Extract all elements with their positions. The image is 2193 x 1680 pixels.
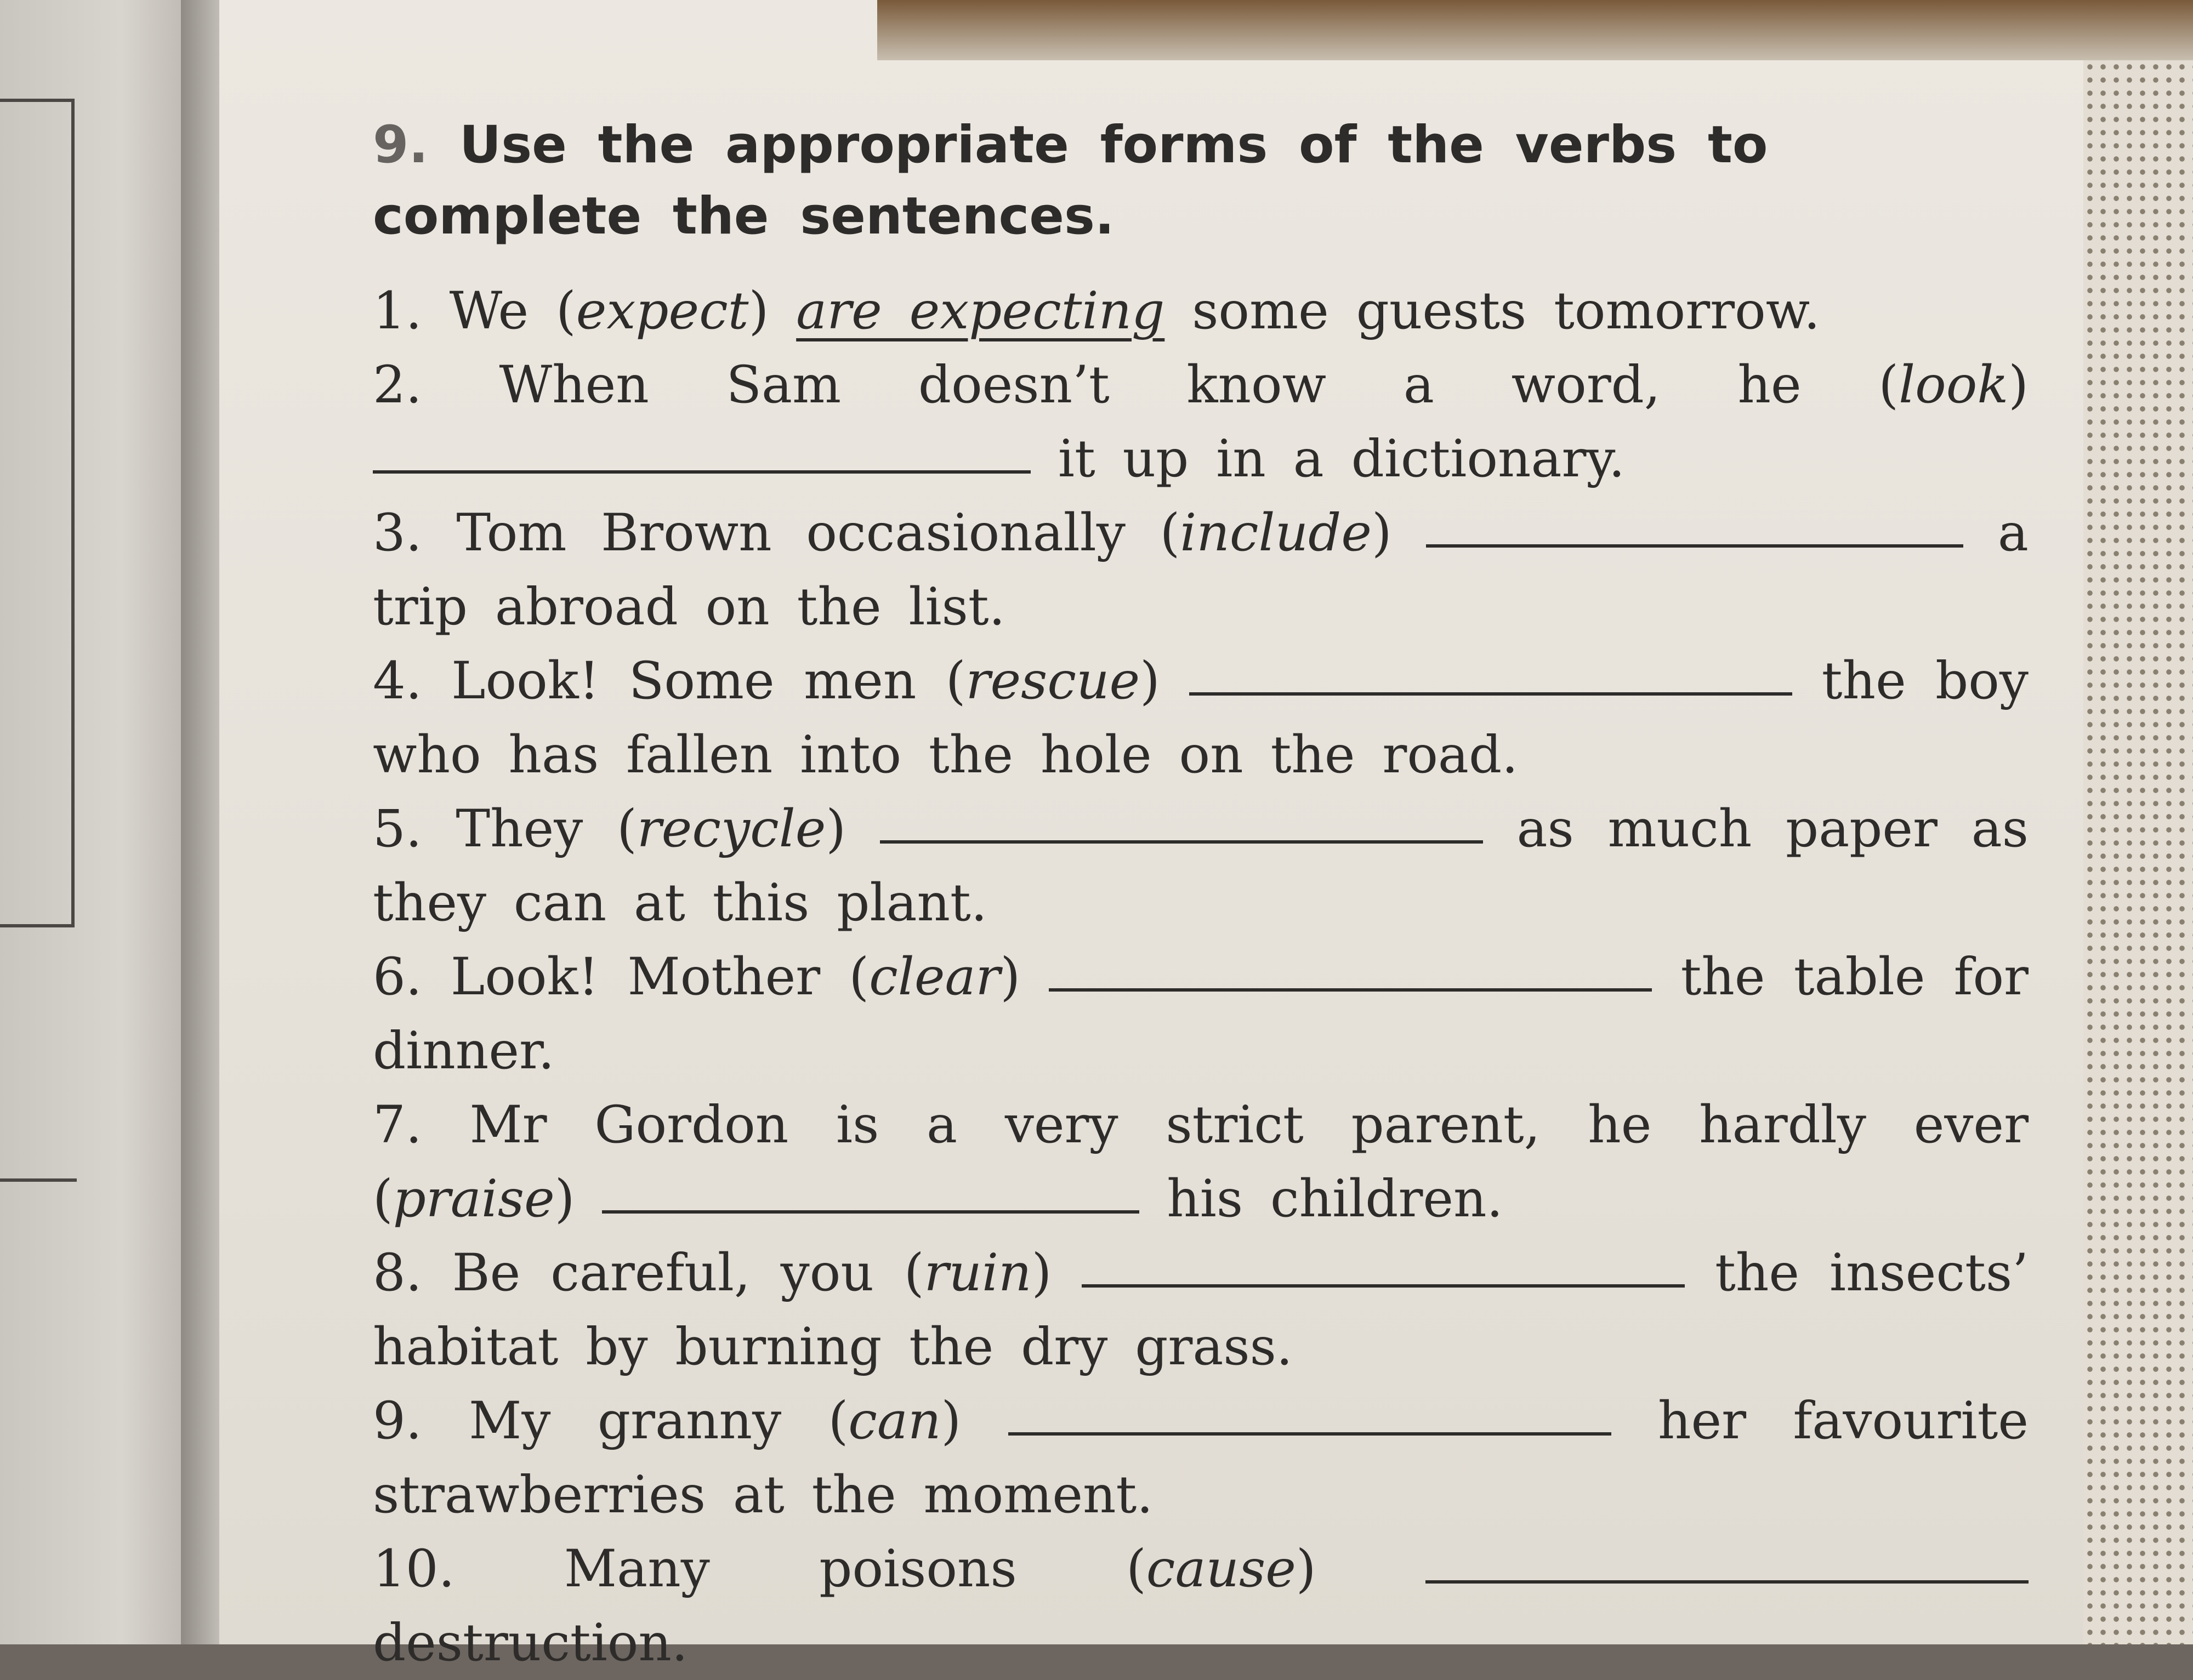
left-page-edge	[0, 0, 203, 1644]
sentence-text: )	[1000, 947, 1021, 1007]
sentence-text: )	[1296, 1539, 1316, 1599]
sentence-text: Look! Mother (	[450, 947, 870, 1007]
verb: cause	[1146, 1539, 1296, 1599]
verb: clear	[869, 947, 1001, 1007]
answer-blank[interactable]	[602, 1206, 1139, 1214]
sentence-10	[373, 1532, 2029, 1680]
answer-blank[interactable]	[1082, 1280, 1685, 1288]
verb: praise	[393, 1169, 555, 1229]
sentence-text: )	[2008, 355, 2029, 415]
sentence-number: 7.	[373, 1095, 422, 1155]
page-top-edge	[877, 0, 2193, 60]
exercise-heading	[373, 110, 2029, 252]
sentence-text: the table for dinner.	[373, 947, 2029, 1081]
handwritten-margin-note	[5, 236, 55, 674]
sentence-1	[373, 274, 2029, 348]
dotted-page-margin	[2083, 60, 2193, 1644]
sentence-8	[373, 1236, 2029, 1384]
sentence-text: My granny (	[469, 1391, 849, 1451]
answer-blank[interactable]	[880, 836, 1483, 844]
sentence-text: They (	[456, 799, 637, 859]
answer-blank[interactable]	[1426, 540, 1963, 548]
verb: look	[1899, 355, 2009, 415]
sentence-text: Look! Some men (	[451, 651, 966, 711]
sentence-text: Many poisons (	[564, 1539, 1146, 1599]
sentence-text: )	[941, 1391, 962, 1451]
sentence-text: some guests tomorrow.	[1192, 281, 1820, 341]
sentence-number: 2.	[373, 355, 422, 415]
verb: rescue	[965, 651, 1140, 711]
sentence-text: his children.	[1167, 1169, 1503, 1229]
verb: recycle	[637, 799, 826, 859]
sentence-text: We (	[449, 281, 576, 341]
verb: ruin	[924, 1243, 1032, 1303]
sentence-number: 4.	[373, 651, 422, 711]
exercise-instruction: Use the appropriate forms of the verbs to complete the sentences.	[373, 115, 1768, 246]
answer-blank[interactable]	[1189, 688, 1792, 696]
answer-blank[interactable]	[1425, 1576, 2029, 1584]
sentence-text: )	[826, 799, 846, 859]
sentence-2	[373, 348, 2029, 496]
sentence-text: as much paper as they can at this plant.	[373, 799, 2029, 933]
sentence-text: it up in a dictionary.	[1058, 429, 1625, 489]
sentence-list	[373, 274, 2029, 1680]
verb: include	[1180, 503, 1372, 563]
sentence-text: the boy who has fallen into the hole on the road.	[373, 651, 2029, 785]
sentence-6	[373, 940, 2029, 1088]
sentence-text: the insects’ habitat by burning the dry grass.	[373, 1243, 2029, 1377]
sentence-number: 1.	[373, 281, 422, 341]
sentence-text: When Sam doesn’t know a word, he (	[499, 355, 1899, 415]
sentence-4	[373, 644, 2029, 792]
sentence-text: )	[748, 281, 769, 341]
sentence-text: Mr Gordon is a very strict parent, he hardly ever (	[373, 1095, 2029, 1229]
sentence-text: a trip abroad on the list.	[373, 503, 2029, 637]
sentence-9	[373, 1384, 2029, 1532]
sentence-text: Be careful, you (	[452, 1243, 924, 1303]
sentence-number: 9.	[373, 1391, 422, 1451]
sentence-number: 6.	[373, 947, 422, 1007]
left-page-rule	[0, 1178, 77, 1182]
sentence-number: 8.	[373, 1243, 422, 1303]
exercise	[373, 110, 2029, 1680]
answer-blank[interactable]	[1008, 1428, 1611, 1436]
sentence-number: 5.	[373, 799, 422, 859]
sentence-number: 3.	[373, 503, 422, 563]
answer-filled: are expecting	[796, 281, 1165, 341]
sentence-text: destruction.	[373, 1613, 688, 1673]
sentence-text: her favourite strawberries at the moment.	[373, 1391, 2029, 1525]
sentence-number: 10.	[373, 1539, 455, 1599]
verb: can	[848, 1391, 941, 1451]
verb: expect	[576, 281, 749, 341]
sentence-text: Tom Brown occasionally (	[456, 503, 1180, 563]
sentence-5	[373, 792, 2029, 940]
sentence-7	[373, 1088, 2029, 1236]
answer-blank[interactable]	[373, 466, 1031, 474]
sentence-3	[373, 496, 2029, 644]
sentence-text: )	[554, 1169, 575, 1229]
sentence-text: )	[1031, 1243, 1052, 1303]
answer-blank[interactable]	[1049, 984, 1652, 992]
sentence-text: )	[1140, 651, 1160, 711]
sentence-text: )	[1371, 503, 1392, 563]
exercise-number: 9.	[373, 115, 429, 175]
